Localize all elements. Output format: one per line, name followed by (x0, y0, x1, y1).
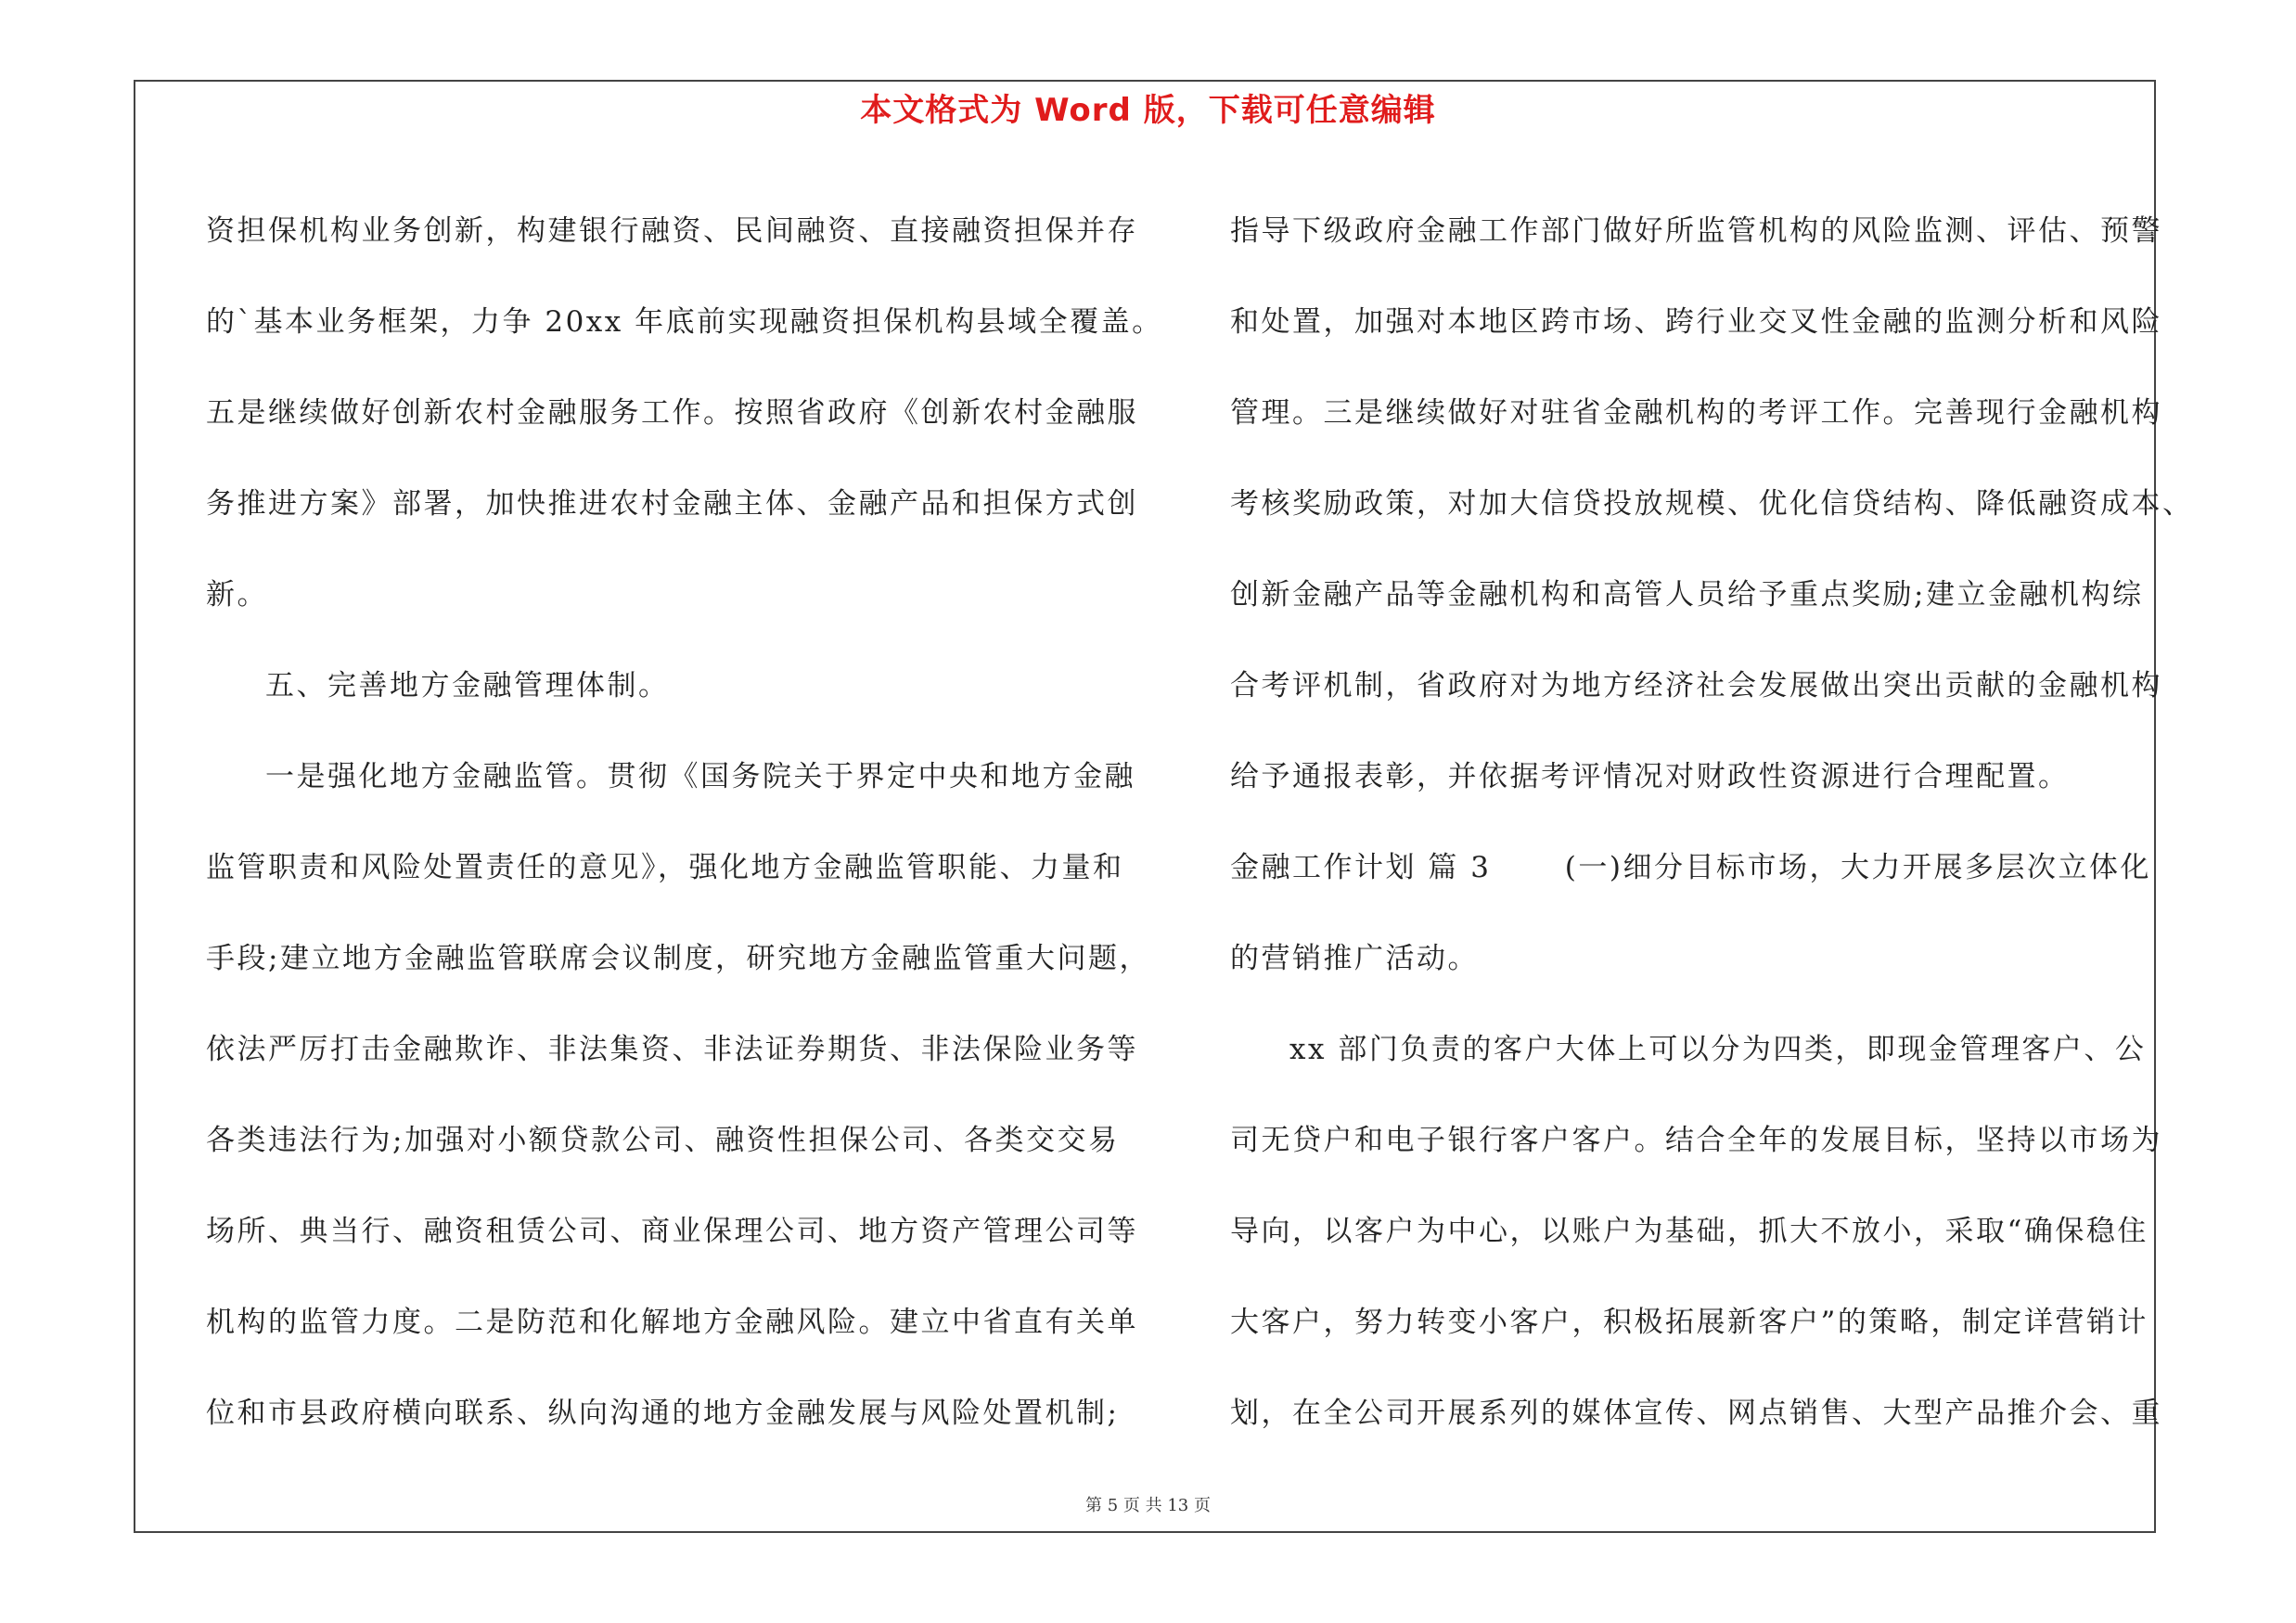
text-line: 的营销推广活动。 (1230, 942, 1479, 975)
left-column (206, 186, 1163, 1459)
text-line: 大客户，努力转变小客户，积极拓展新客户”的策略，制定详营销计 (1230, 1306, 2148, 1339)
text-line: 司无贷户和电子银行客户客户。结合全年的发展目标，坚持以市场为 (1230, 1124, 2162, 1157)
page-number: 第 5 页 共 13 页 (1085, 1496, 1211, 1515)
text-line: 管理。三是继续做好对驻省金融机构的考评工作。完善现行金融机构 (1230, 396, 2162, 430)
text-line: 新。 (206, 578, 268, 612)
text-line: 和处置，加强对本地区跨市场、跨行业交叉性金融的监测分析和风险 (1230, 305, 2162, 339)
section-heading: 金融工作计划 篇 3 (一)细分目标市场，大力开展多层次立体化 (1230, 851, 2151, 884)
text-line: 导向，以客户为中心，以账户为基础，抓大不放小，采取“确保稳住 (1230, 1215, 2148, 1248)
text-line: xx 部门负责的客户大体上可以分为四类，即现金管理客户、公 (1289, 1033, 2147, 1066)
text-line: 位和市县政府横向联系、纵向沟通的地方金融发展与风险处置机制; (206, 1397, 1120, 1430)
text-line: 监管职责和风险处置责任的意见》，强化地方金融监管职能、力量和 (206, 851, 1124, 884)
text-line: 指导下级政府金融工作部门做好所监管机构的风险监测、评估、预警 (1230, 214, 2162, 248)
text-line: 一是强化地方金融监管。贯彻《国务院关于界定中央和地方金融 (265, 760, 1135, 793)
text-line: 划，在全公司开展系列的媒体宣传、网点销售、大型产品推介会、重 (1230, 1397, 2162, 1430)
text-line: 给予通报表彰，并依据考评情况对财政性资源进行合理配置。 (1230, 760, 2070, 793)
text-line: 资担保机构业务创新，构建银行融资、民间融资、直接融资担保并存 (206, 214, 1138, 248)
format-banner: 本文格式为 Word 版，下载可任意编辑 (860, 92, 1436, 129)
text-line: 合考评机制，省政府对为地方经济社会发展做出突出贡献的金融机构 (1230, 669, 2162, 702)
text-line: 考核奖励政策，对加大信贷投放规模、优化信贷结构、降低融资成本、 (1230, 487, 2194, 521)
text-line: 依法严厉打击金融欺诈、非法集资、非法证券期货、非法保险业务等 (206, 1033, 1138, 1066)
text-line: 场所、典当行、融资租赁公司、商业保理公司、地方资产管理公司等 (206, 1215, 1138, 1248)
section-heading: 五、完善地方金融管理体制。 (265, 669, 670, 702)
text-line: 手段;建立地方金融监管联席会议制度，研究地方金融监管重大问题， (206, 942, 1150, 975)
text-line: 五是继续做好创新农村金融服务工作。按照省政府《创新农村金融服 (206, 396, 1138, 430)
text-line: 机构的监管力度。二是防范和化解地方金融风险。建立中省直有关单 (206, 1306, 1138, 1339)
text-line: 的`基本业务框架，力争 20xx 年底前实现融资担保机构县域全覆盖。 (206, 305, 1163, 339)
right-column (1230, 186, 2194, 1459)
text-line: 务推进方案》部署，加快推进农村金融主体、金融产品和担保方式创 (206, 487, 1138, 521)
text-line: 创新金融产品等金融机构和高管人员给予重点奖励;建立金融机构综 (1230, 578, 2144, 612)
text-line: 各类违法行为;加强对小额贷款公司、融资性担保公司、各类交交易 (206, 1124, 1120, 1157)
